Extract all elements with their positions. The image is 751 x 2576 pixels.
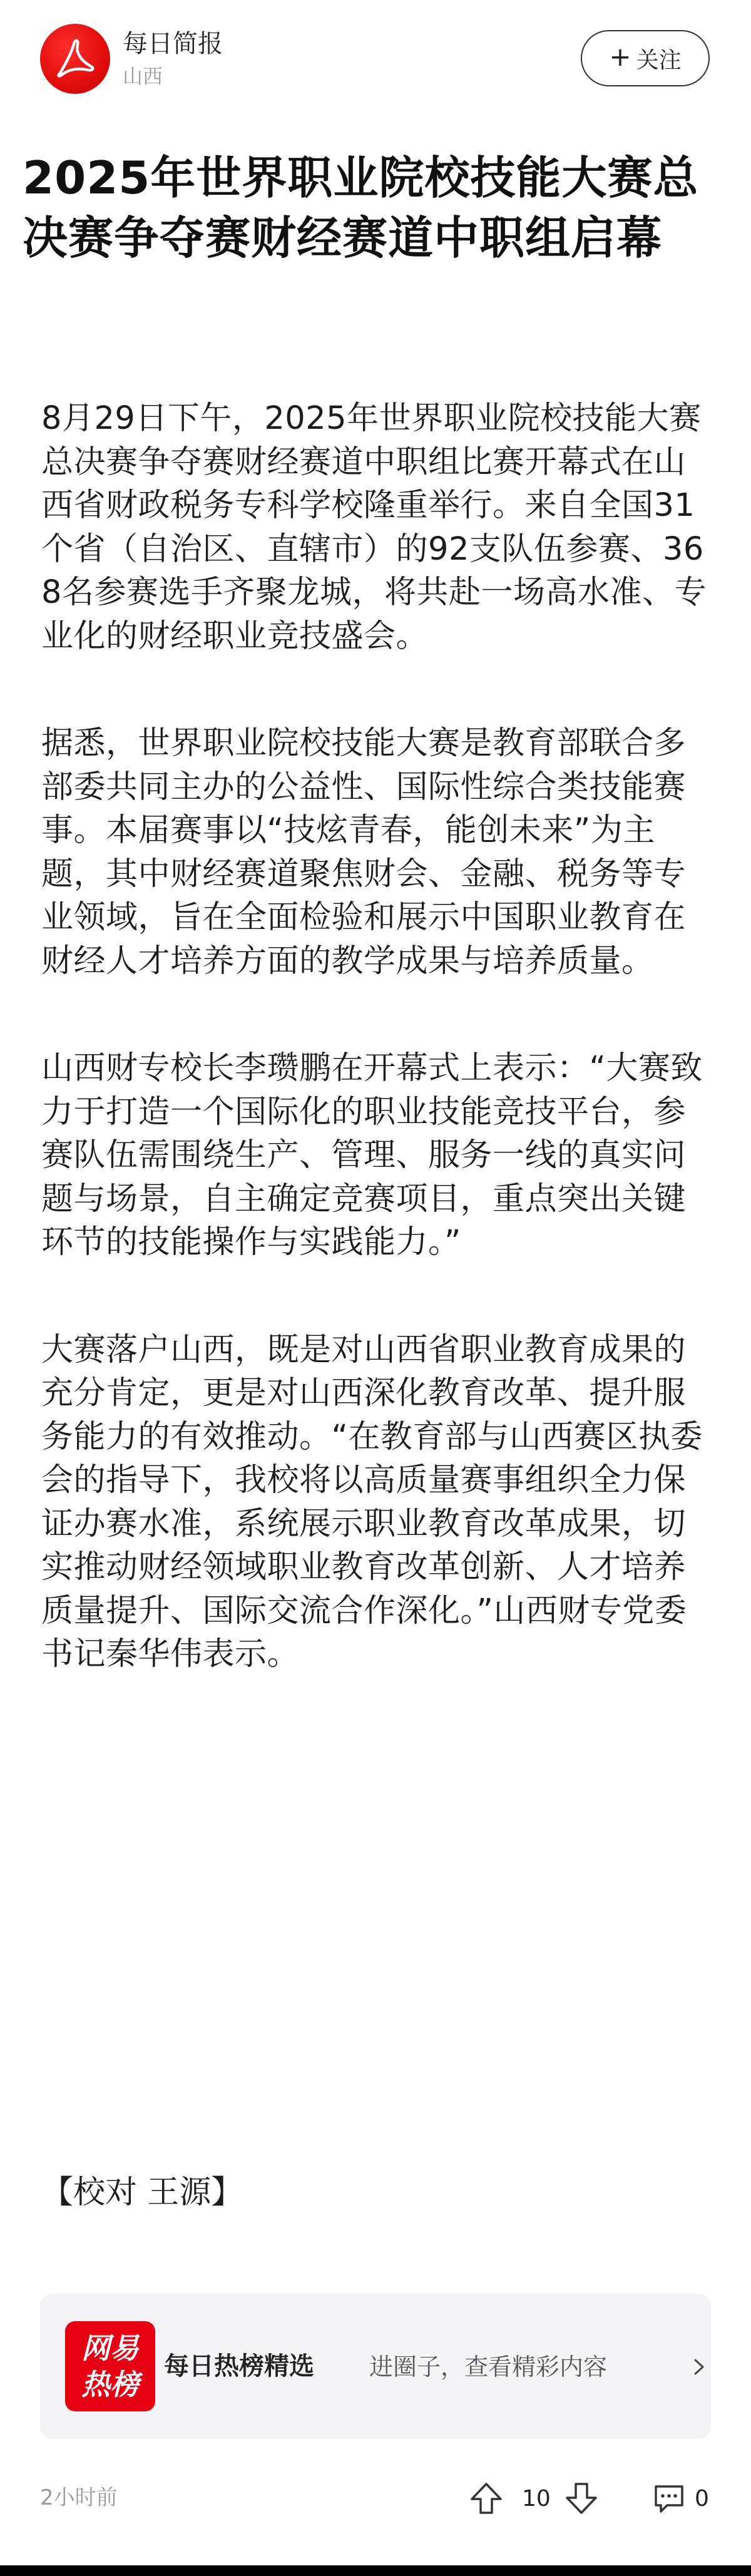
proofreader-note: 【校对 王源】 <box>41 2174 243 2211</box>
article-paragraph: 8月29日下午，2025年世界职业院校技能大赛总决赛争夺赛财经赛道中职组比赛开幕式在山西省财政税务专科学校隆重举行。来自全国31个省（自治区、直辖市）的92支队伍参赛、368名参赛选手齐聚龙城，将共赴一场高水准、专业化的财经职业竞技盛会。 <box>41 400 707 655</box>
follow-label: 关注 <box>636 47 682 73</box>
netease-hotlist-logo <box>65 2321 155 2411</box>
article-body <box>41 397 710 1740</box>
comment-count: 0 <box>695 2486 709 2512</box>
source-region: 山西 <box>123 64 163 88</box>
logo-text-line: 网易 <box>81 2331 139 2365</box>
arrow-up-icon[interactable] <box>468 2480 504 2517</box>
publish-time: 2小时前 <box>40 2485 118 2510</box>
logo-text-line: 热榜 <box>81 2368 139 2401</box>
follow-button[interactable] <box>581 30 710 86</box>
article-paragraph: 大赛落户山西，既是对山西省职业教育成果的充分肯定，更是对山西深化教育改革、提升服务能力的有效推动。“在教育部与山西赛区执委会的指导下，我校将以高质量赛事组织全力保证办赛水准，系统展示职业教育改革成果，切实推动财经领域职业教育改革创新、人才培养质量提升、国际交流合作深化。”山西财专党委书记秦华伟表示。 <box>41 1331 703 1673</box>
home-indicator-bar <box>0 2565 751 2576</box>
arrow-down-icon[interactable] <box>563 2480 600 2517</box>
article-paragraph: 山西财专校长李瓒鹏在开幕式上表示：“大赛致力于打造一个国际化的职业技能竞技平台，参赛队伍需围绕生产、管理、服务一线的真实问题与场景，自主确定竞赛项目，重点突出关键环节的技能操作与实践能力。” <box>41 1050 703 1261</box>
hot-list-promo-card[interactable] <box>40 2294 711 2439</box>
article-paragraph: 据悉，世界职业院校技能大赛是教育部联合多部委共同主办的公益性、国际性综合类技能赛事。本届赛事以“技炫青春，能创未来”为主题，其中财经赛道聚焦财会、金融、税务等专业领域，旨在全面检验和展示中国职业教育在财经人才培养方面的教学成果与培养质量。 <box>41 725 687 980</box>
comment-icon[interactable] <box>651 2480 687 2517</box>
article-footer <box>0 2466 751 2535</box>
chevron-right-icon <box>691 2359 707 2375</box>
article-header <box>0 0 751 113</box>
plus-icon: + <box>609 41 631 72</box>
source-avatar[interactable] <box>40 24 110 94</box>
promo-title: 每日热榜精选 <box>164 2352 314 2381</box>
source-name[interactable]: 每日简报 <box>123 29 223 58</box>
article-title: 2025年世界职业院校技能大赛总决赛争夺赛财经赛道中职组启幕 <box>23 151 699 264</box>
vote-count: 10 <box>522 2486 551 2512</box>
promo-subtitle: 进圈子，查看精彩内容 <box>369 2353 608 2381</box>
acrobat-logo-icon <box>52 36 98 82</box>
